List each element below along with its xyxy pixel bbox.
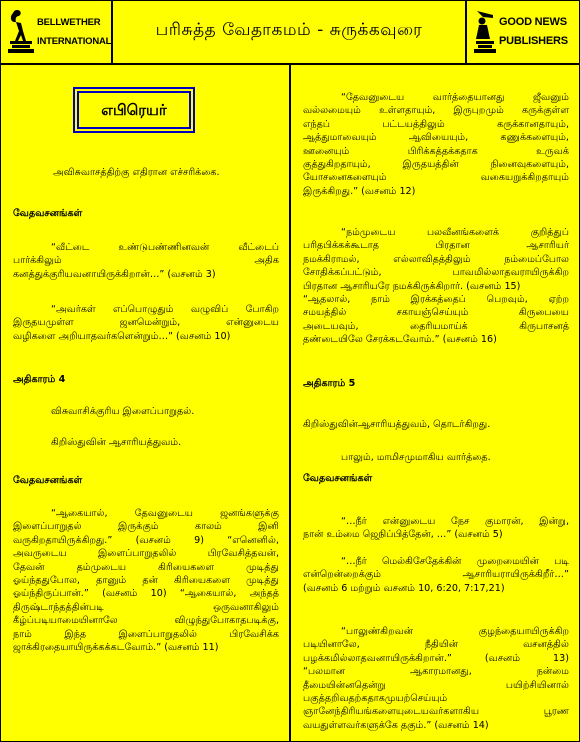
- verse-line: “ஆதலால், நாம் இரக்கத்தைப் பெறவும், ஏற்ற: [303, 294, 569, 306]
- book-title: எபிரெயர்: [77, 91, 191, 129]
- verse-line: “…நீர் என்னுடைய நேச குமாரன், இன்று,: [341, 516, 569, 527]
- verse-line: அடையவும், தைரியமாய்க் கிருபாசனத்: [303, 320, 569, 332]
- verse-line: “நம்முடைய பலவீனங்களைக் குறித்துப்: [341, 227, 569, 238]
- verse-line: திருஷ்டாந்தத்தின்படி ஒருவனாகிலும்: [13, 601, 279, 613]
- verse-line: யோசனைகளையும் வகையறுக்கிறதாயும்: [303, 172, 569, 184]
- verse-line: வயதுள்ளவர்களுக்கே தகும்.” (வசனம் 14): [303, 719, 489, 731]
- verse-line: ஊனையும் பிரிக்கத்தக்கதாக உருவக்: [303, 145, 569, 157]
- chapter-summary-line: கிறிஸ்துவின்ஆசாரியத்துவம், தொடர்கிறது.: [303, 419, 491, 430]
- bellwether-logo: [1, 1, 113, 63]
- verse-line: பிரதான ஆசாரியரே நமக்கிருக்கிறார். (வசனம் 15): [303, 280, 521, 292]
- chapter-heading: அதிகாரம் 4: [13, 374, 66, 385]
- verse-line: படியினாலே, நீதியின் வசனத்தில்: [303, 639, 569, 651]
- chapter-summary-line: பாலும், மாமிசமுமாகிய வார்த்தை.: [341, 452, 491, 463]
- book-title-box: [73, 87, 195, 133]
- verse-paragraph: [13, 303, 279, 343]
- verse-paragraph: [303, 515, 569, 542]
- verse-line: பகுத்தறிவதற்கதாகமுயற்செய்யும்: [303, 693, 448, 705]
- verse-line: “பலமான ஆகாரமானது, நன்மை: [303, 666, 569, 678]
- intro-line: அவிசுவாசத்திற்கு எதிரான எச்சரிக்கை.: [53, 167, 220, 178]
- logo-line-2: PUBLISHERS: [499, 35, 568, 47]
- verse-line: சமயத்தில் சகாயஞ்செய்யும் கிருபையை: [303, 307, 569, 319]
- ram-icon: [7, 7, 35, 57]
- verses-heading: வேதவசனங்கள்: [303, 473, 373, 484]
- verse-line: “வீட்டை உண்டுபண்ணினவன் வீட்டைப்: [51, 242, 279, 253]
- verse-line: வருகிறதாயிருக்கிறது.” (வசனம் 9) “எனெனில்,: [13, 534, 279, 546]
- verse-paragraph: [303, 226, 569, 347]
- verse-paragraph: [13, 241, 279, 281]
- logo-line-1: BELLWETHER: [37, 17, 101, 28]
- verse-paragraph: [13, 507, 279, 654]
- verse-line: தீமையின்னதென்று பயிற்சியினால்: [303, 679, 569, 691]
- header-title-cell: [113, 1, 467, 63]
- verse-line: குத்துகிறதாயும், இருதயத்தின் நினைவுகளையும்,: [303, 159, 569, 171]
- verse-line: “தேவனுடைய வார்த்தையானது ஜீவனும்: [341, 92, 569, 103]
- logo-line-1: GOOD NEWS: [499, 16, 567, 28]
- verse-line: ஓய்ந்ததுபோல, தானும் தன் கிரியைகளை முடித்து: [13, 575, 279, 587]
- verse-line: வல்லமையும் உள்ளதாயும், இருபுறமும் கருக்குள்ள: [303, 105, 569, 117]
- verse-line: இளைப்பாறுதல் இருக்கும் காலம் இனி: [13, 521, 279, 533]
- verse-line: வழிகளை அறியாதவர்களென்றும்…” (வசனம் 10): [13, 330, 231, 342]
- verse-line: ஞானேந்திரியங்களையுடையவர்களாகிய பூரண: [303, 706, 569, 718]
- verse-line: ஓய்ந்திருப்பான்.” (வசனம் 10) “ஆகையால், அந்தத்: [13, 588, 279, 600]
- verse-line: கனத்துக்குரியவனாயிருக்கிறான்…” (வசனம் 3): [13, 268, 216, 280]
- verse-line: “…நீர் மெல்கிசேதேக்கின் முறைமையின் படி: [341, 556, 569, 567]
- verse-line: “அவர்கள் எப்பொழுதும் வழுவிப் போகிற: [51, 304, 279, 315]
- left-column: [1, 65, 291, 741]
- header: [1, 1, 579, 65]
- verse-line: எந்தப் பட்டயத்திலும் கருக்கானதாயும்,: [303, 118, 569, 130]
- logo-line-2: INTERNATIONAL: [37, 36, 112, 47]
- chapter-summary-line: விசுவாசிக்குரிய இளைப்பாறுதல்.: [51, 406, 195, 417]
- chapter-summary-line: கிறிஸ்துவின் ஆசாரியத்துவம்.: [51, 437, 182, 448]
- verse-line: பழக்கமில்லாதவனாயிருக்கிறான்.” (வசனம் 13): [303, 652, 569, 664]
- good-news-logo: [467, 1, 579, 63]
- chapter-heading: அதிகாரம் 5: [303, 378, 356, 389]
- verse-line: ஜாக்கிரதையாயிருக்கக்கடவோம்.” (வசனம் 11): [13, 642, 219, 654]
- verse-line: சோதிக்கப்பட்டும், பாவமில்லாதவராயிருக்கிற: [303, 267, 569, 279]
- verse-line: நாம் இந்த இளைப்பாறுதலில் பிரவேசிக்க: [13, 628, 279, 640]
- verse-line: இருதயமுள்ள ஜனமென்றும், என்னுடைய: [13, 317, 279, 329]
- verse-line: நமக்கிராமல், எல்லாவிதத்திலும் நம்மைப்போல: [303, 253, 569, 265]
- page-title: பரிசுத்த வேதாகமம் - சுருக்கவுரை: [155, 20, 423, 40]
- verse-paragraph: [303, 625, 569, 732]
- verse-line: நான் உம்மை ஜெநிப்பித்தேன், …” (வசனம் 5): [303, 529, 503, 541]
- angel-trumpet-icon: [473, 7, 497, 57]
- verse-line: “பாலுண்கிறவன் குழந்தையாயிருக்கிற: [341, 626, 569, 637]
- verse-line: ஆத்துமாவையும் ஆவியையும், கணுக்களையும்,: [303, 132, 569, 144]
- verse-line: அவருடைய இளைப்பாறுதலில் பிரவேசித்தவன்,: [13, 548, 279, 560]
- verse-line: (வசனம் 6 மற்றும் வசனம் 10, 6:20, 7:17,21): [303, 582, 505, 594]
- verse-line: தண்டையிலே சேரக்கடவோம்.” (வசனம் 16): [303, 334, 497, 346]
- verse-paragraph: [303, 91, 569, 198]
- verses-heading: வேதவசனங்கள்: [13, 208, 83, 219]
- verses-heading: வேதவசனங்கள்: [13, 475, 83, 486]
- verse-line: பார்க்கிலும் அதிக: [13, 255, 279, 267]
- verse-line: இருக்கிறது.” (வசனம் 12): [303, 185, 416, 197]
- verse-line: பரிதபிக்கக்கூடாத பிரதான ஆசாரியர்: [303, 240, 569, 252]
- verse-line: “ஆகையால், தேவனுடைய ஜனங்களுக்கு: [51, 508, 279, 519]
- right-column: [291, 65, 579, 741]
- verse-line: என்றென்றைக்கும் ஆசாரியராயிருக்கிறீர்…”: [303, 569, 569, 581]
- verse-line: தேவன் தம்முடைய கிரியைகளை முடித்து: [13, 561, 279, 573]
- verse-line: கீழ்ப்படியாமையினாலே விழுந்துபோகாதபடிக்கு,: [13, 615, 279, 627]
- verse-paragraph: [303, 555, 569, 595]
